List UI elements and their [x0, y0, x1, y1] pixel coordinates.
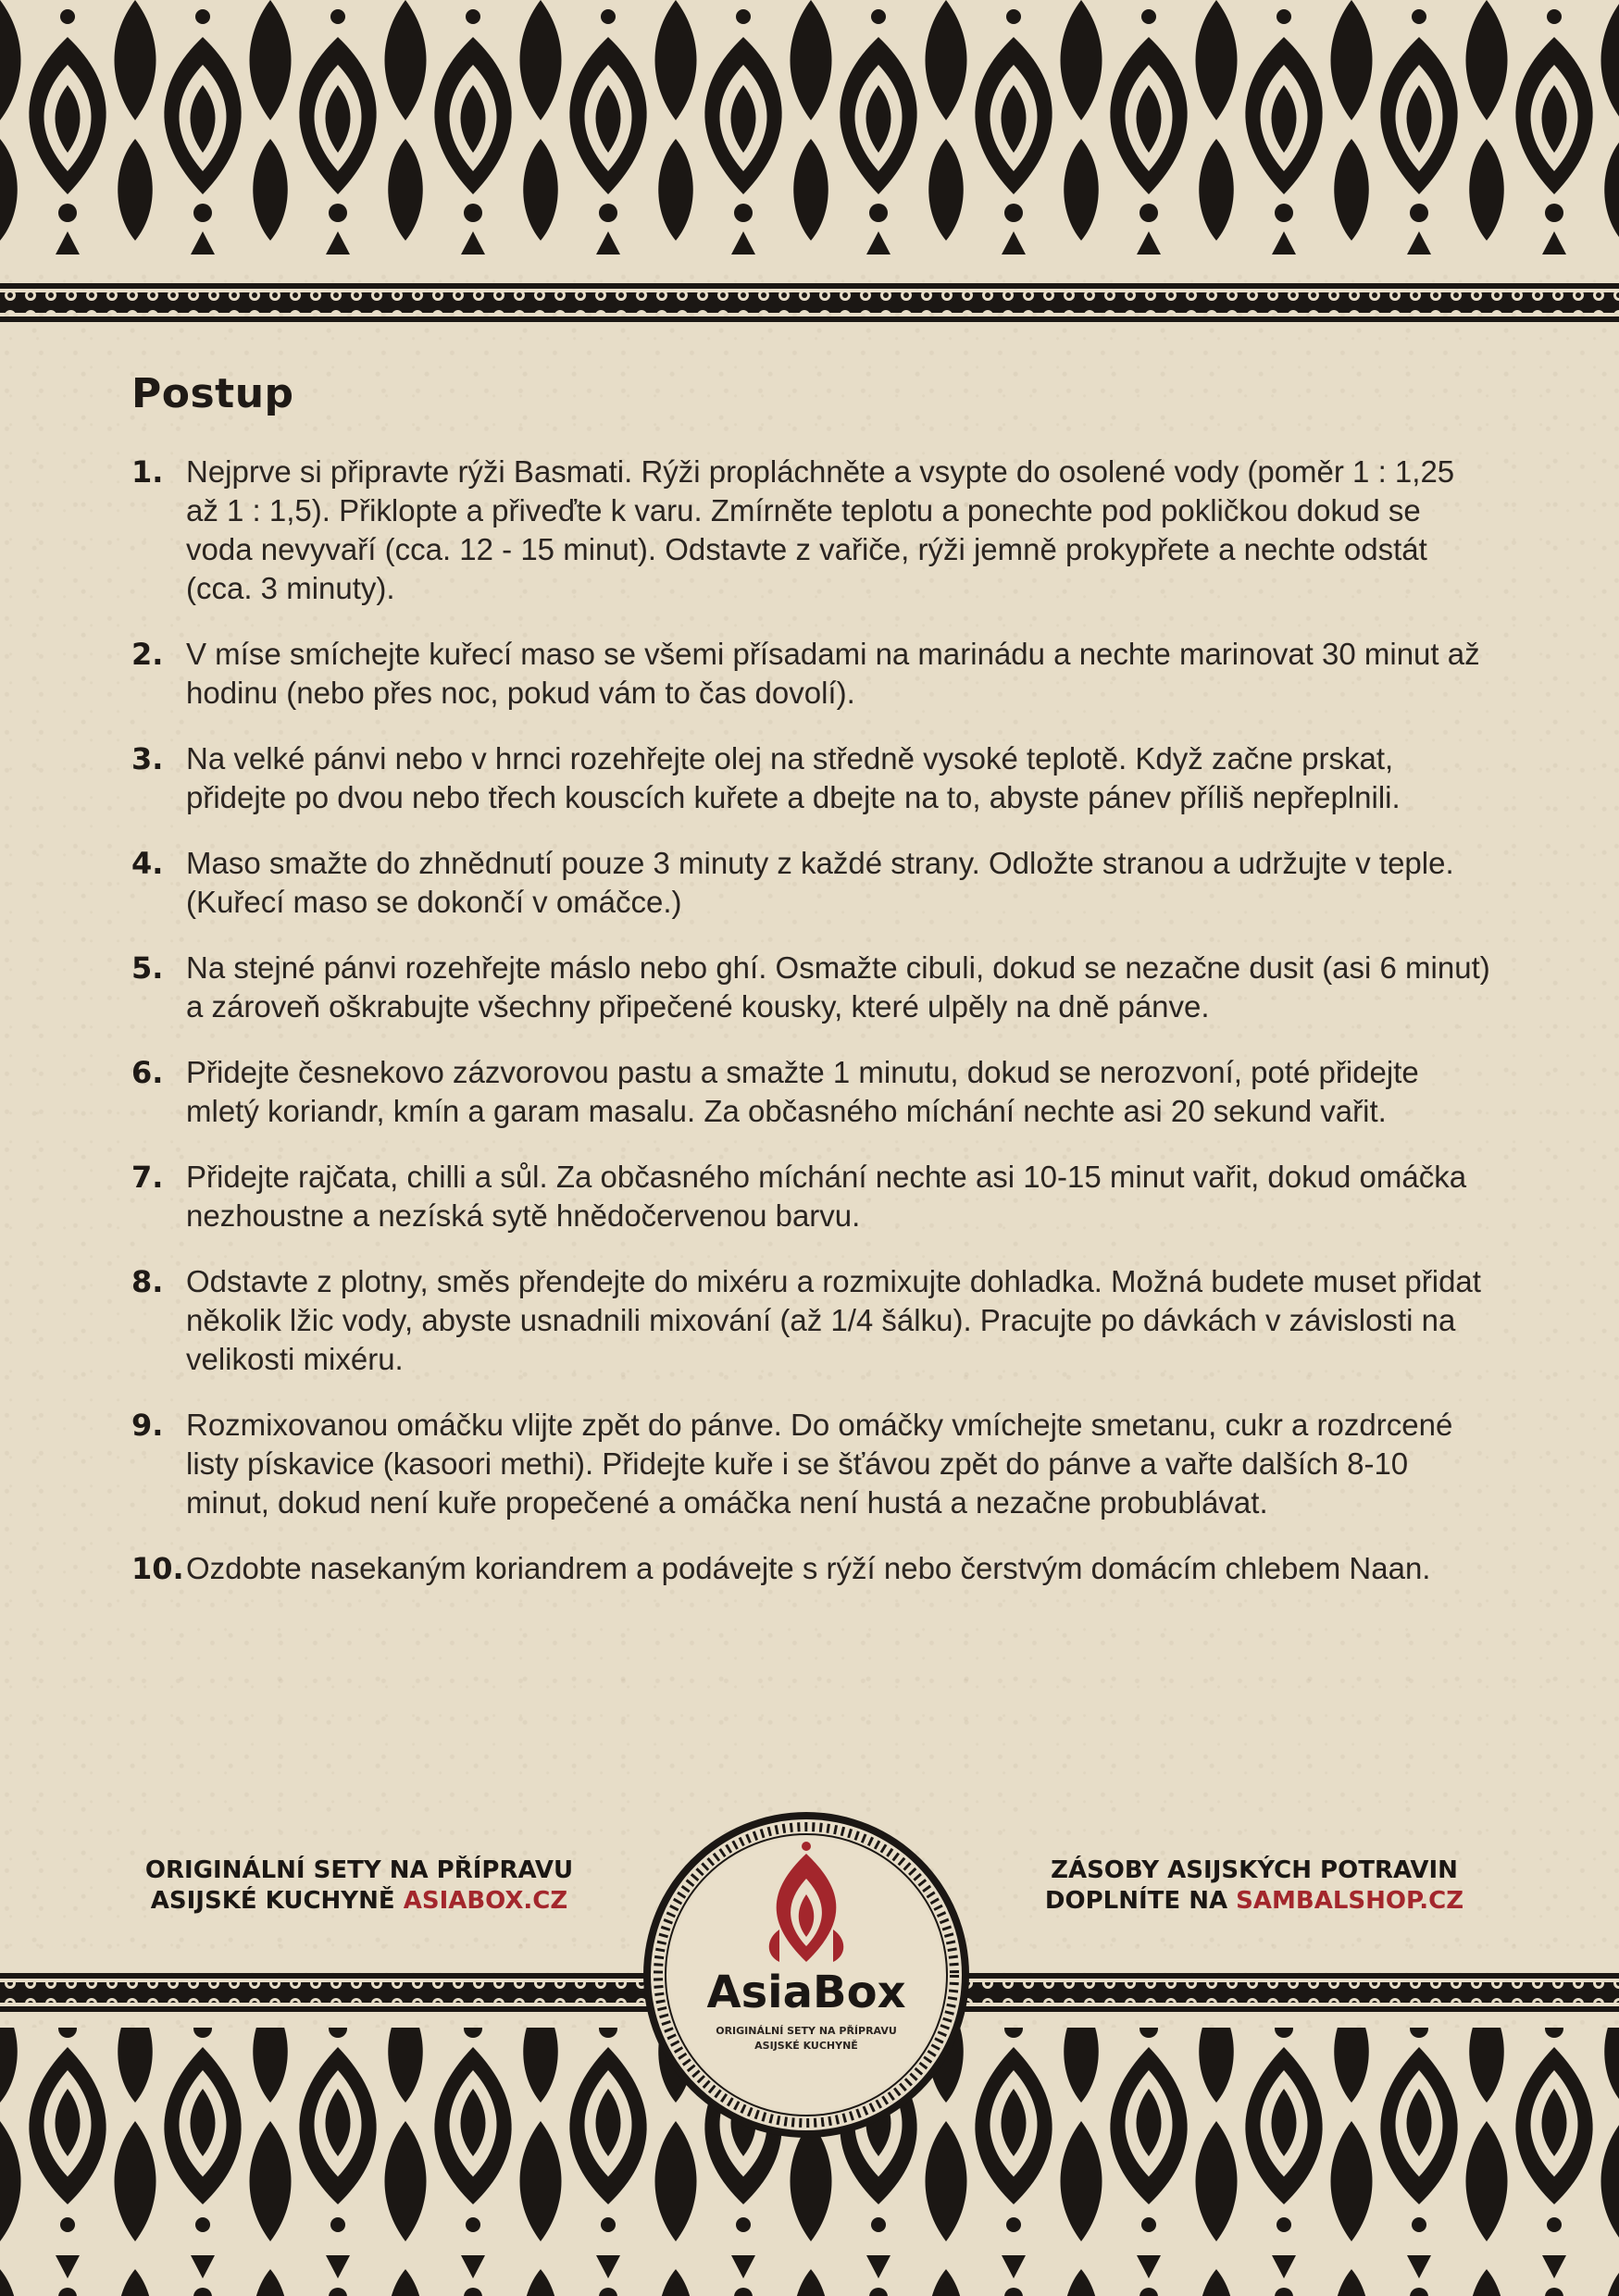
steps-list	[131, 453, 1492, 1588]
footer-left-line2	[100, 1886, 618, 1917]
footer-right-line1: ZÁSOBY ASIJSKÝCH POTRAVIN	[1051, 1856, 1458, 1884]
step-number: 6.	[131, 1055, 164, 1090]
step-6	[131, 1053, 1492, 1131]
step-number: 7.	[131, 1160, 164, 1195]
badge-tagline	[641, 2024, 972, 2054]
step-text: V míse smíchejte kuřecí maso se všemi přísadami na marinádu a nechte marinovat 30 minut až hodinu (nebo přes noc, pokud vám to čas dovolí).	[186, 637, 1480, 710]
recipe-content	[131, 370, 1492, 1615]
step-4	[131, 844, 1492, 922]
step-8	[131, 1262, 1492, 1379]
step-text: Přidejte rajčata, chilli a sůl. Za občasného míchání nechte asi 10-15 minut vařit, dokud omáčka nezhoustne a nezíská sytě hnědočervenou barvu.	[186, 1160, 1467, 1233]
step-number: 1.	[131, 454, 164, 490]
step-3	[131, 739, 1492, 817]
sambalshop-link[interactable]: SAMBALSHOP.CZ	[1236, 1887, 1464, 1915]
step-number: 3.	[131, 741, 164, 776]
step-2	[131, 635, 1492, 713]
step-text: Maso smažte do zhnědnutí pouze 3 minuty z každé strany. Odložte stranou a udržujte v teple. (Kuřecí maso se dokončí v omáčce.)	[186, 846, 1454, 919]
top-ornament-border	[0, 0, 1619, 324]
badge-brand-name: AsiaBox	[706, 1967, 906, 2018]
step-text: Nejprve si připravte rýži Basmati. Rýži propláchněte a vsypte do osolené vody (poměr 1 : 1,25 až 1 : 1,5). Přiklopte a přiveďte k varu. Zmírněte teplotu a ponechte pod pokličkou dokud se voda nevyvaří (cca. 12 - 15 minut). Odstavte z vařiče, rýži jemně prokypřete a nechte odstát (cca. 3 minuty).	[186, 454, 1455, 605]
badge-tagline-line2: ASIJSKÉ KUCHYNĚ	[754, 2040, 858, 2052]
step-number: 10.	[131, 1551, 184, 1586]
step-text: Přidejte česnekovo zázvorovou pastu a smažte 1 minutu, dokud se nerozvoní, poté přidejte mletý koriandr, kmín a garam masalu. Za občasného míchání nechte asi 20 sekund vařit.	[186, 1055, 1419, 1128]
step-text: Ozdobte nasekaným koriandrem a podávejte s rýží nebo čerstvým domácím chlebem Naan.	[186, 1551, 1431, 1585]
step-text: Na velké pánvi nebo v hrnci rozehřejte olej na středně vysoké teplotě. Když začne prskat, přidejte po dvou nebo třech kouscích kuřete a dbejte na to, abyste pánev příliš nepřeplnili.	[186, 741, 1401, 814]
step-text: Rozmixovanou omáčku vlijte zpět do pánve. Do omáčky vmíchejte smetanu, cukr a rozdrcené listy pískavice (kasoori methi). Přidejte kuře i se šťávou zpět do pánve a vařte dalších 8-10 minut, dokud není kuře propečené a omáčka není hustá a nezačne probublávat.	[186, 1408, 1453, 1520]
step-text: Odstavte z plotny, směs přendejte do mixéru a rozmixujte dohladka. Možná budete muset přidat několik lžic vody, abyste usnadnili mixování (až 1/4 šálku). Pracujte po dávkách v závislosti na velikosti mixéru.	[186, 1264, 1481, 1376]
step-number: 2.	[131, 637, 164, 672]
step-text: Na stejné pánvi rozehřejte máslo nebo ghí. Osmažte cibuli, dokud se nezačne dusit (asi 6 minut) a zároveň oškrabujte všechny připečené kousky, které ulpěly na dně pánve.	[186, 950, 1490, 1024]
badge-tagline-line1: ORIGINÁLNÍ SETY NA PŘÍPRAVU	[716, 2025, 897, 2037]
step-number: 8.	[131, 1264, 164, 1299]
footer-left-line1: ORIGINÁLNÍ SETY NA PŘÍPRAVU	[144, 1856, 574, 1884]
step-number: 5.	[131, 950, 164, 986]
thai-pattern-top	[0, 0, 1619, 324]
footer-right-line2	[995, 1886, 1513, 1917]
step-1	[131, 453, 1492, 608]
step-number: 4.	[131, 846, 164, 881]
footer-left-text: ASIJSKÉ KUCHYNĚ	[150, 1887, 395, 1915]
footer-asiabox-promo	[100, 1855, 618, 1917]
step-9	[131, 1406, 1492, 1522]
step-7	[131, 1158, 1492, 1235]
footer-right-text: DOPLNÍTE NA	[1044, 1887, 1228, 1915]
asiabox-badge	[641, 1809, 972, 2141]
step-5	[131, 949, 1492, 1026]
step-10	[131, 1549, 1492, 1588]
step-number: 9.	[131, 1408, 164, 1443]
asiabox-link[interactable]: ASIABOX.CZ	[403, 1887, 568, 1915]
recipe-heading: Postup	[131, 370, 294, 417]
footer-sambalshop-promo	[995, 1855, 1513, 1917]
